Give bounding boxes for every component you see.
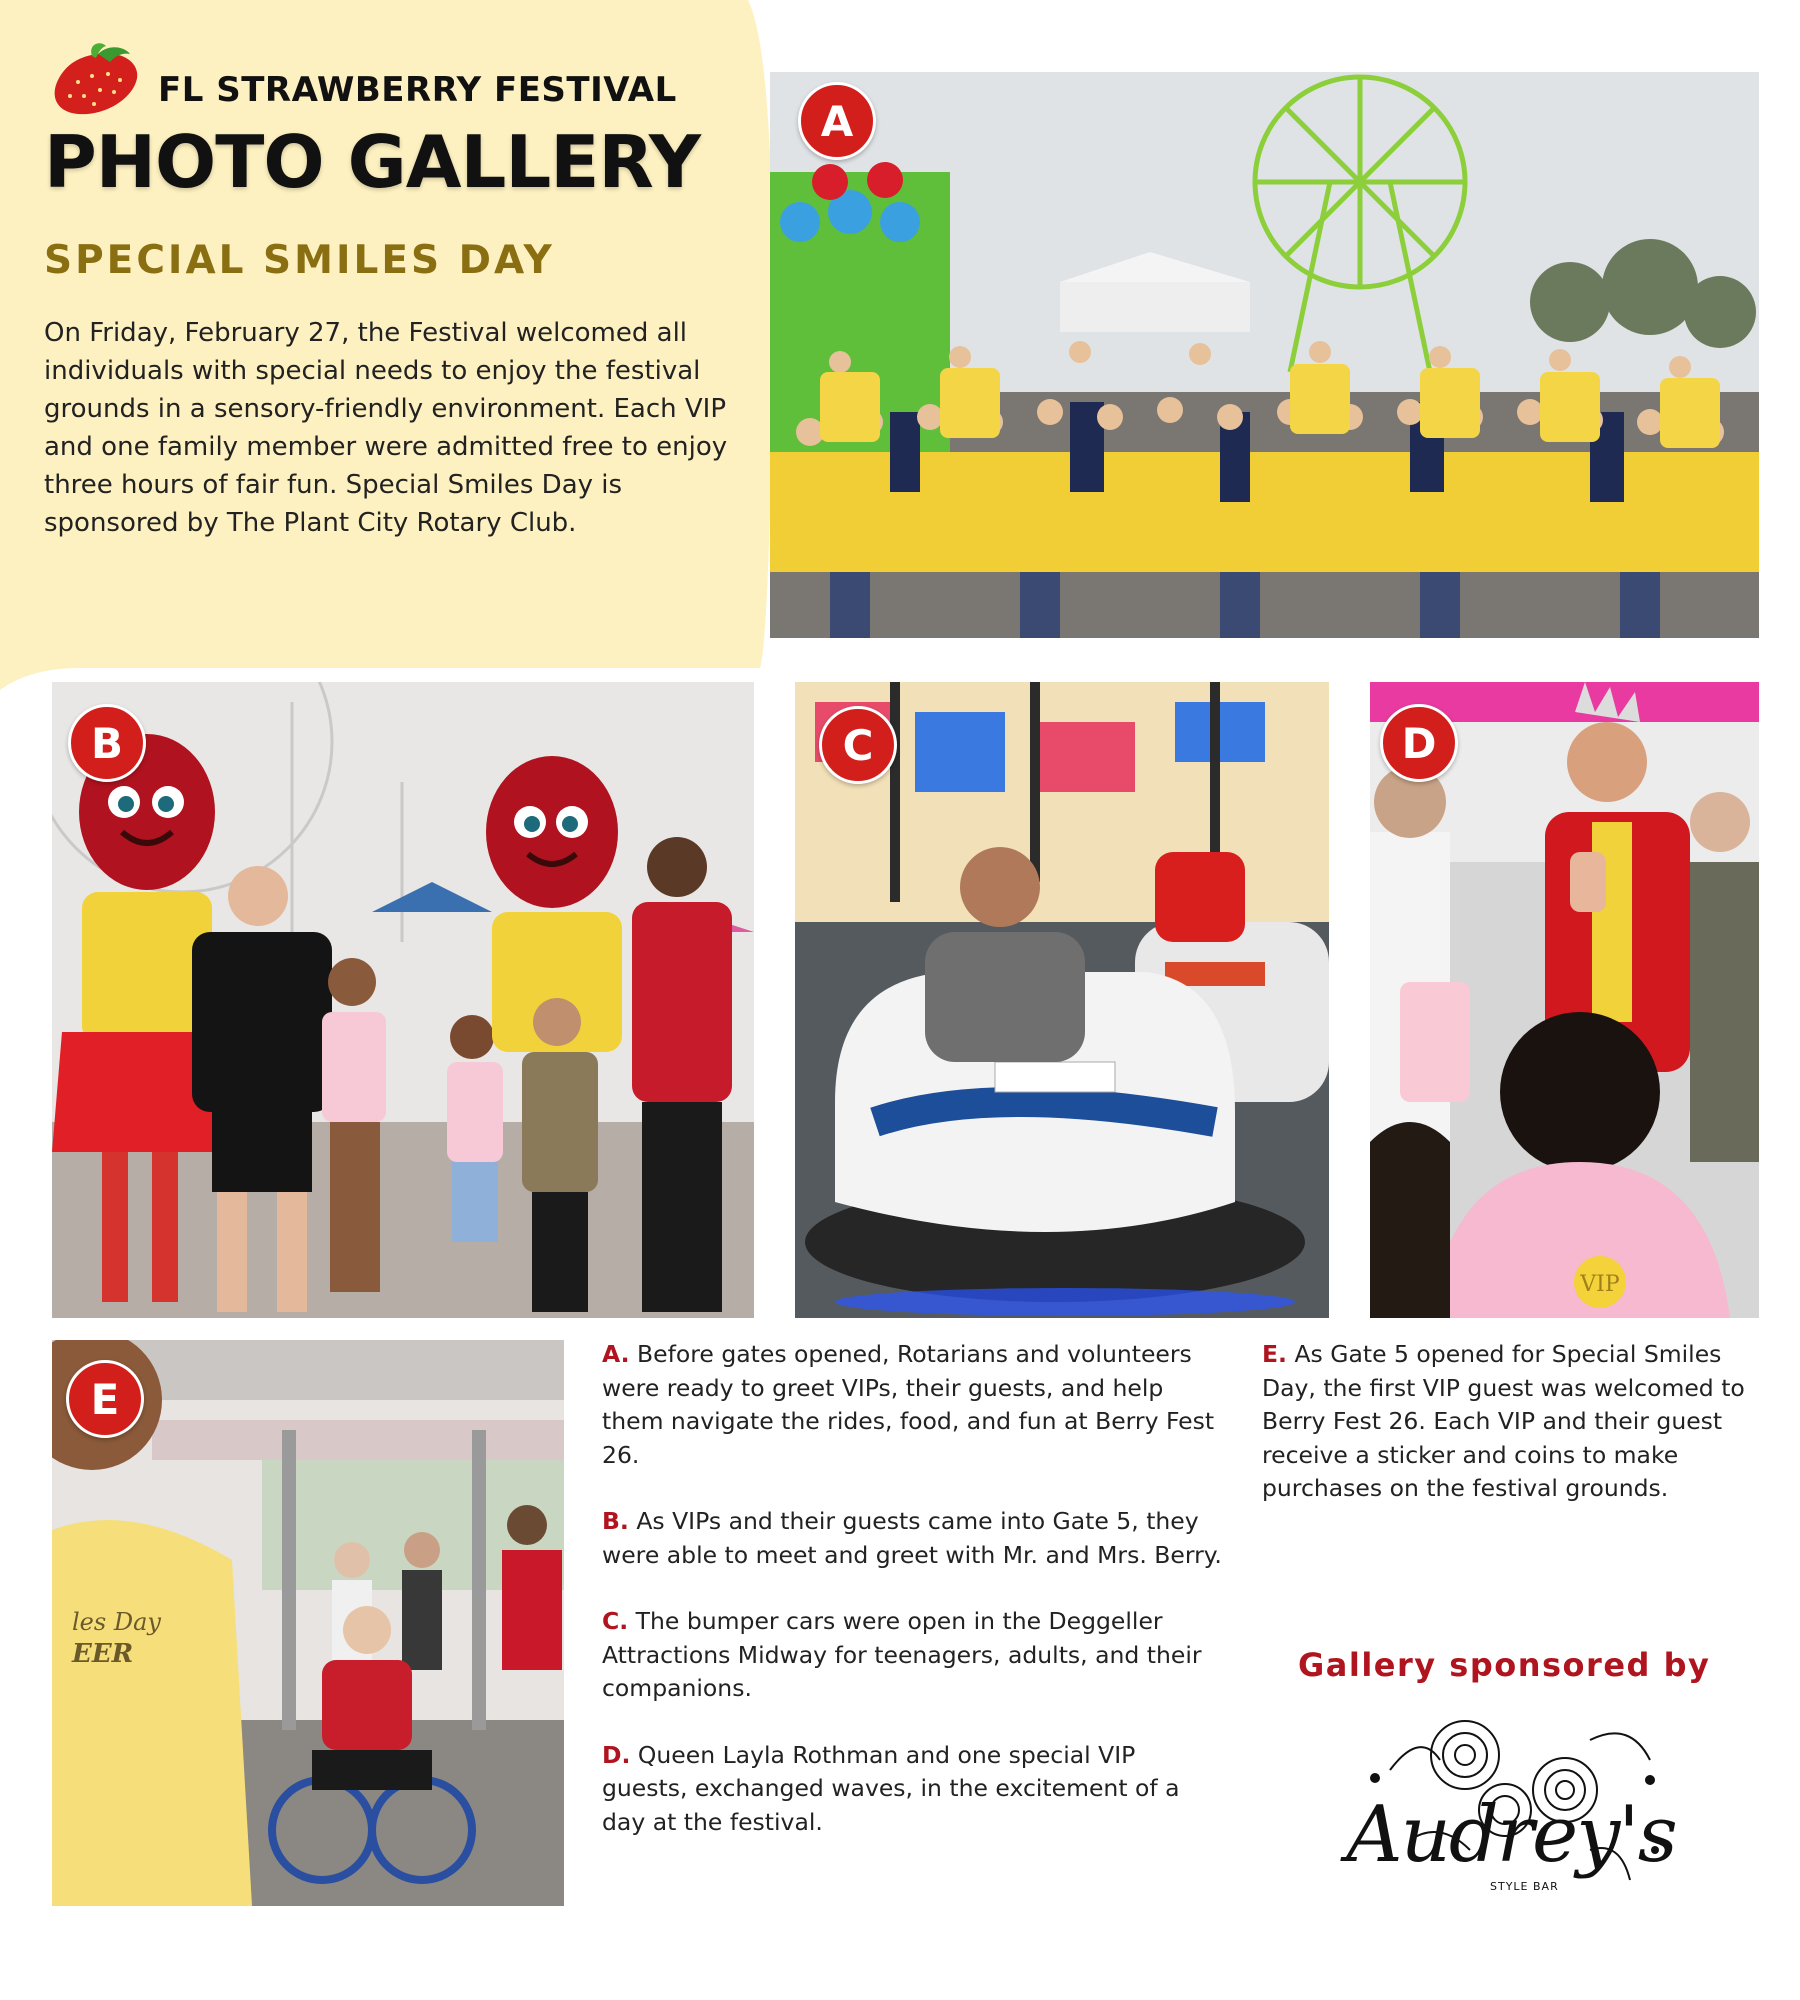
event-name: FL STRAWBERRY FESTIVAL: [158, 70, 677, 110]
intro-paragraph: On Friday, February 27, the Festival welcomed all individuals with special needs to enjoy the festival grounds in a sensory-friendly environment. Each VIP and one family member were admitted free to enjoy three hours of fair fun. Special Smiles Day is sponsored by The Plant City Rotary Club.: [44, 318, 728, 538]
photo-c: [795, 682, 1329, 1318]
captions-right: [1262, 1338, 1762, 1539]
page-subtitle: SPECIAL SMILES DAY: [44, 238, 555, 283]
photo-e: [52, 1340, 564, 1906]
captions-left: [602, 1338, 1222, 1872]
photo-b-image: [52, 682, 754, 1318]
caption-d: D. Queen Layla Rothman and one special VIP guests, exchanged waves, in the excitement of a day at the festival.: [602, 1740, 1180, 1836]
caption-e: E. As Gate 5 opened for Special Smiles Day, the first VIP guest was welcomed to Berry Fest 26. Each VIP and their guest receive a sticker and coins to make purchases on the festival grounds.: [1262, 1340, 1745, 1502]
sponsor-logo-script: Audrey's: [1346, 1790, 1676, 1880]
caption-a: A. Before gates opened, Rotarians and volunteers were ready to greet VIPs, their guests, and help them navigate the rides, food, and fun at Berry Fest 26.: [602, 1340, 1215, 1469]
photo-d-badge: D: [1380, 704, 1458, 782]
photo-b: [52, 682, 754, 1318]
photo-c-badge: C: [819, 706, 897, 784]
caption-c: C. The bumper cars were open in the Deggeller Attractions Midway for teenagers, adults, and their companions.: [602, 1607, 1202, 1702]
photo-b-badge: B: [68, 704, 146, 782]
strawberry-icon: [48, 40, 144, 120]
photo-a-badge: A: [798, 82, 876, 160]
shirt-text-1: les Day: [72, 1608, 161, 1636]
page-title: PHOTO GALLERY: [44, 120, 701, 204]
photo-e-badge: E: [66, 1360, 144, 1438]
sponsor-logo-small: STYLE BAR: [1490, 1880, 1559, 1893]
photo-a: [770, 72, 1759, 638]
vip-sticker-text: VIP: [1580, 1272, 1620, 1297]
sponsor-label: Gallery sponsored by: [1298, 1646, 1711, 1684]
photo-d: [1370, 682, 1759, 1318]
shirt-text-2: EER: [72, 1639, 134, 1669]
photo-a-image: [770, 72, 1759, 638]
caption-b: B. As VIPs and their guests came into Gate 5, they were able to meet and greet with Mr. and Mrs. Berry.: [602, 1507, 1222, 1569]
